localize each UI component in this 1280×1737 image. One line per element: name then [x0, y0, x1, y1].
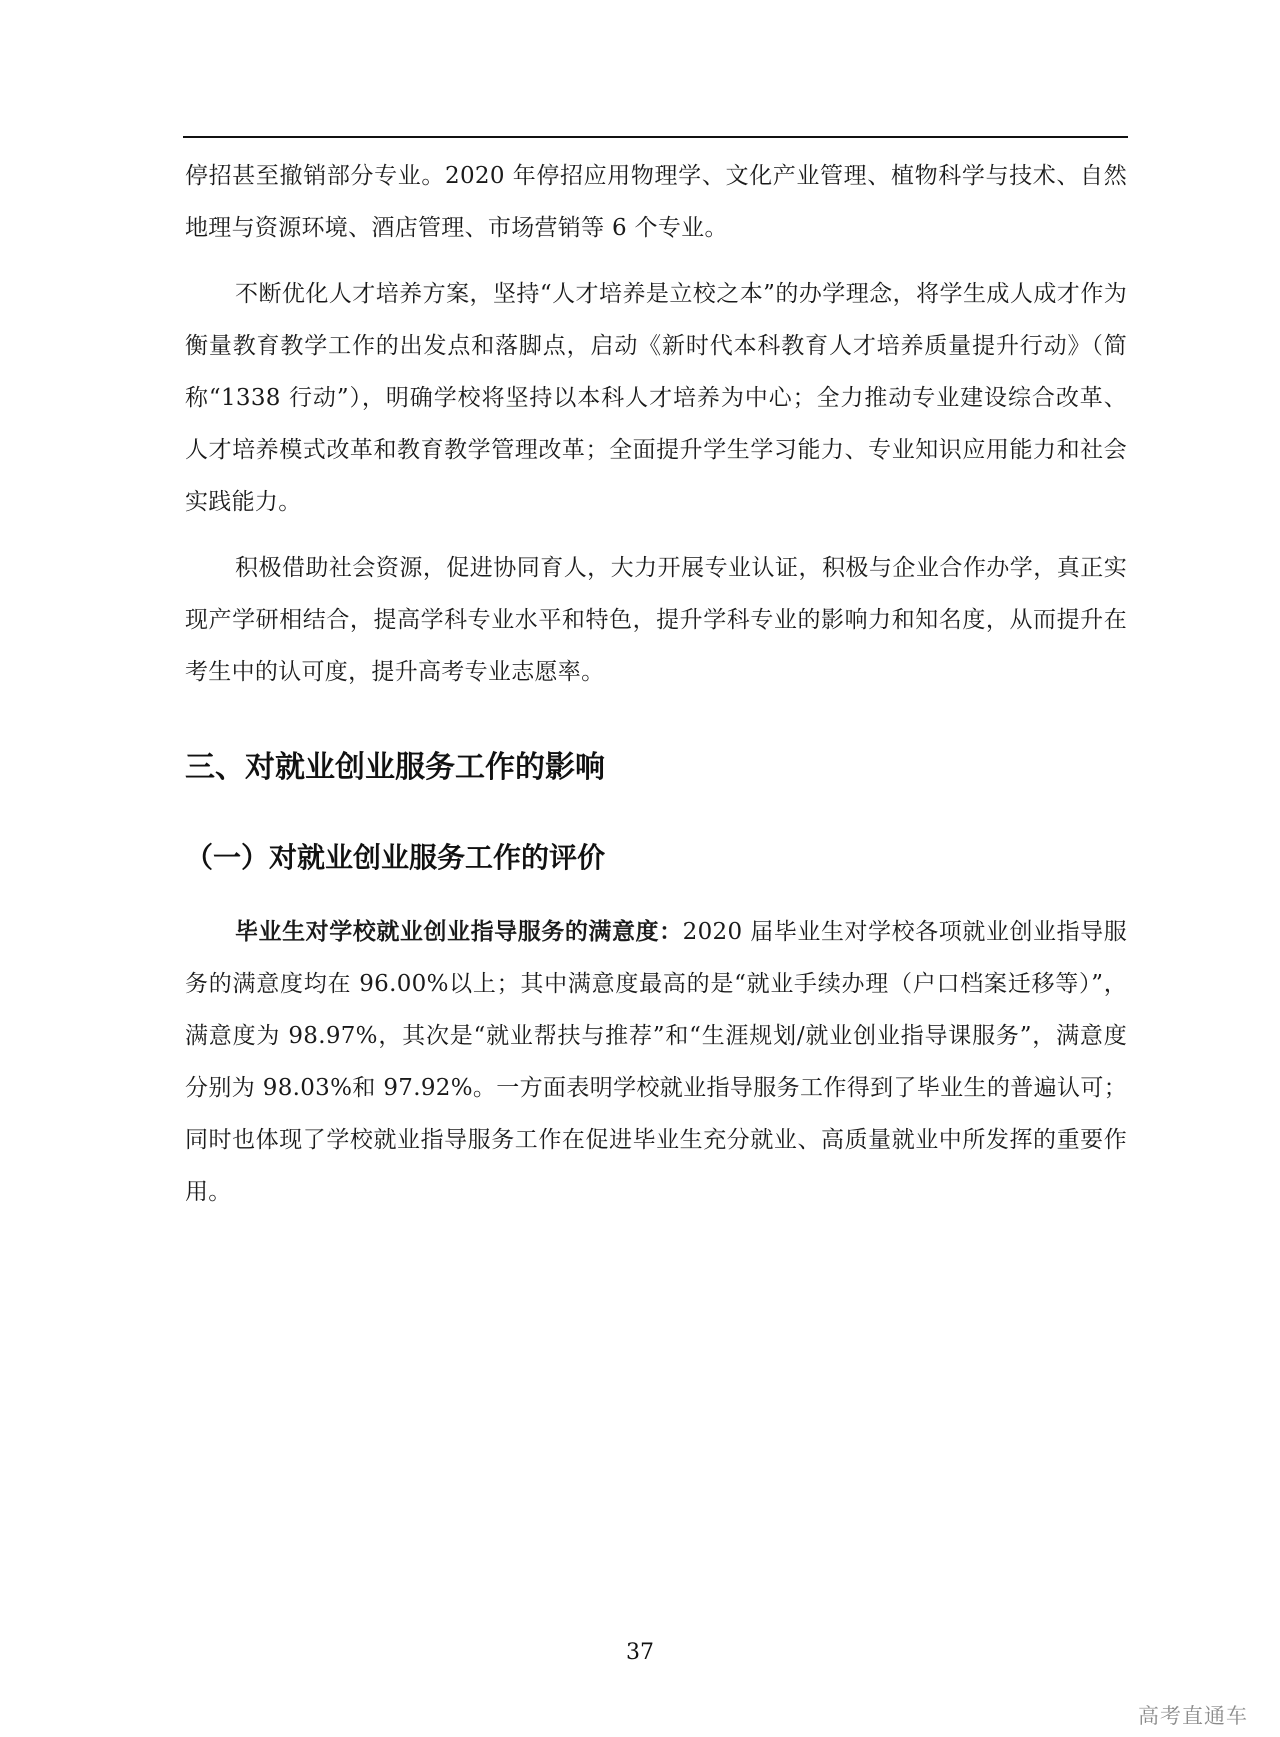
satisfaction-body: 2020 届毕业生对学校各项就业创业指导服务的满意度均在 96.00%以上；其中满意度最高的是“就业手续办理（户口档案迁移等）”，满意度为 98.97%，其次是“就业帮扶与推荐”和“生涯规划/就业创业指导课服务”，满意度分别为 98.03%和 97.92%。一方面表明学校就业指导服务工作得到了毕业生的普遍认可；同时也体现了学校就业指导服务工作在促进毕业生充分就业、高质量就业中所发挥的重要作用。	[185, 919, 1127, 1205]
page-number: 37	[626, 1640, 654, 1665]
page-content	[185, 150, 1127, 1218]
watermark-text: 高考直通车	[1138, 1704, 1248, 1728]
header-rule	[183, 136, 1128, 138]
subsection-title: （一）对就业创业服务工作的评价	[185, 841, 606, 874]
satisfaction-lead: 毕业生对学校就业创业指导服务的满意度：	[235, 919, 683, 945]
paragraph-discontinued-majors: 停招甚至撤销部分专业。2020 年停招应用物理学、文化产业管理、植物科学与技术、自然地理与资源环境、酒店管理、市场营销等 6 个专业。	[185, 163, 1127, 241]
paragraph-satisfaction	[185, 906, 1127, 1218]
paragraph-training-plan: 不断优化人才培养方案，坚持“人才培养是立校之本”的办学理念，将学生成人成才作为衡量教育教学工作的出发点和落脚点，启动《新时代本科教育人才培养质量提升行动》（简称“1338 行动”），明确学校将坚持以本科人才培养为中心；全力推动专业建设综合改革、人才培养模式改革和教育教学管理改革；全面提升学生学习能力、专业知识应用能力和社会实践能力。	[185, 281, 1127, 515]
section-title: 三、对就业创业服务工作的影响	[185, 750, 605, 785]
paragraph-social-resources: 积极借助社会资源，促进协同育人，大力开展专业认证，积极与企业合作办学，真正实现产学研相结合，提高学科专业水平和特色，提升学科专业的影响力和知名度，从而提升在考生中的认可度，提升高考专业志愿率。	[185, 555, 1127, 685]
